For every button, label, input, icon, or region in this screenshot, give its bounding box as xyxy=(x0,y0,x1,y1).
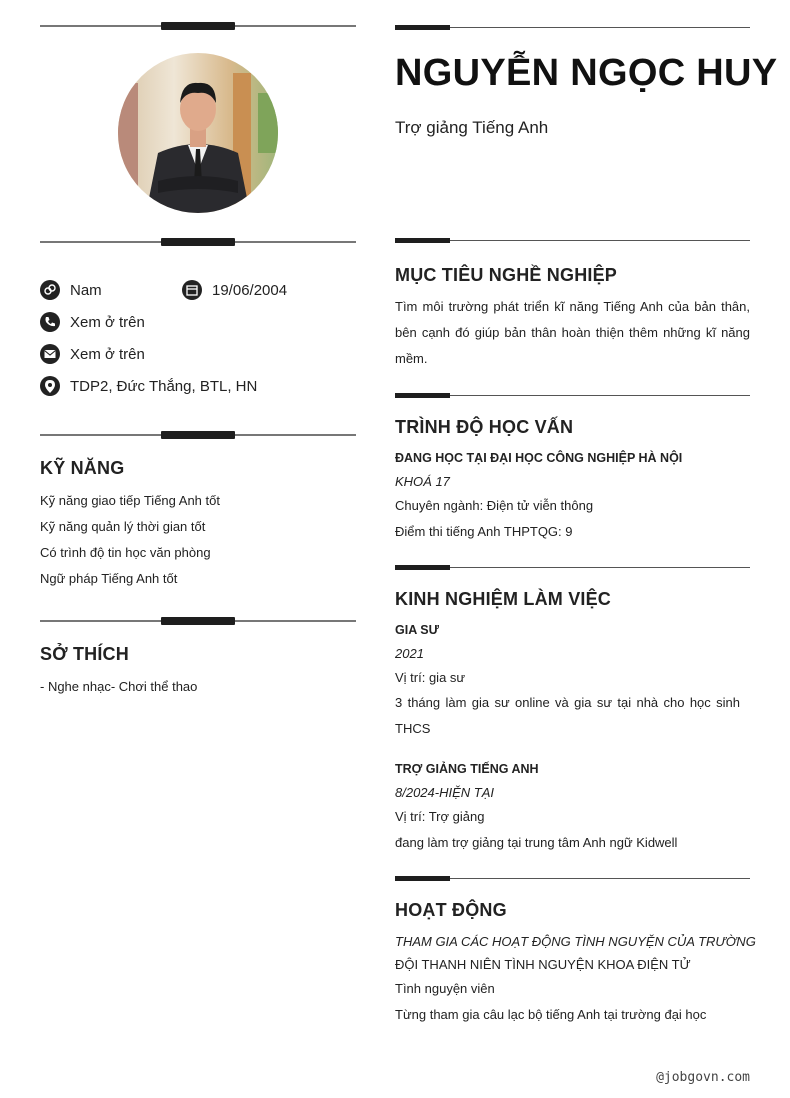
job-period: 8/2024-HIỆN TẠI xyxy=(395,785,494,800)
hobbies-title: SỞ THÍCH xyxy=(40,644,129,664)
birthday-row xyxy=(182,280,287,300)
address-row xyxy=(40,376,257,396)
birthday-text: 19/06/2004 xyxy=(212,281,288,299)
location-pin-icon xyxy=(40,376,60,396)
address-text: TDP2, Đức Thắng, BTL, HN xyxy=(70,377,258,395)
activities-org: ĐỘI THANH NIÊN TÌNH NGUYỆN KHOA ĐIỆN TỬ xyxy=(395,957,691,972)
left-divider-3 xyxy=(40,431,356,439)
job-description: 3 tháng làm gia sư online và gia sư tại nhà cho học sinh THCS xyxy=(395,695,740,736)
left-divider-2 xyxy=(40,238,356,246)
activities-heading: THAM GIA CÁC HOẠT ĐỘNG TÌNH NGUYỆN CỦA TRƯỜNG xyxy=(395,934,756,949)
objective-title: MỤC TIÊU NGHỀ NGHIỆP xyxy=(395,265,618,285)
job-company: GIA SƯ xyxy=(395,623,439,637)
job-description: đang làm trợ giảng tại trung tâm Anh ngữ Kidwell xyxy=(395,835,678,850)
education-period: KHOÁ 17 xyxy=(395,474,450,489)
right-divider-education xyxy=(395,393,750,398)
right-divider-activities xyxy=(395,876,750,881)
job-company: TRỢ GIẢNG TIẾNG ANH xyxy=(395,762,539,776)
gender-icon xyxy=(40,280,60,300)
avatar xyxy=(118,53,278,213)
footer-watermark: @jobgovn.com xyxy=(656,1070,750,1085)
activities-line: Từng tham gia câu lạc bộ tiếng Anh tại trường đại học xyxy=(395,1007,707,1022)
email-icon xyxy=(40,344,60,364)
experience-title: KINH NGHIỆM LÀM VIỆC xyxy=(395,589,612,609)
gender-row xyxy=(40,280,102,300)
education-line: Chuyên ngành: Điện tử viễn thông xyxy=(395,498,594,513)
candidate-name: NGUYỄN NGỌC HUY xyxy=(395,52,778,94)
job-period: 2021 xyxy=(395,646,424,661)
gender-text: Nam xyxy=(70,281,102,299)
phone-row xyxy=(40,312,145,332)
right-divider-objective xyxy=(395,238,750,243)
left-divider-top xyxy=(40,22,356,30)
skill-item: Kỹ năng quản lý thời gian tốt xyxy=(40,519,206,534)
email-text: Xem ở trên xyxy=(70,345,145,363)
left-divider-4 xyxy=(40,617,356,625)
activities-line: Tình nguyện viên xyxy=(395,981,495,996)
skills-title: KỸ NĂNG xyxy=(40,458,125,478)
education-school: ĐANG HỌC TẠI ĐẠI HỌC CÔNG NGHIỆP HÀ NỘI xyxy=(395,451,683,465)
skill-item: Có trình độ tin học văn phòng xyxy=(40,545,211,560)
right-divider-experience xyxy=(395,565,750,570)
profile-photo xyxy=(118,53,278,213)
activities-title: HOẠT ĐỘNG xyxy=(395,900,507,920)
phone-text: Xem ở trên xyxy=(70,313,145,331)
job-position: Vị trí: gia sư xyxy=(395,670,466,685)
skill-item: Ngữ pháp Tiếng Anh tốt xyxy=(40,571,178,586)
skill-item: Kỹ năng giao tiếp Tiếng Anh tốt xyxy=(40,493,220,508)
education-line: Điểm thi tiếng Anh THPTQG: 9 xyxy=(395,524,573,539)
job-position: Vị trí: Trợ giảng xyxy=(395,809,485,824)
calendar-icon xyxy=(182,280,202,300)
phone-icon xyxy=(40,312,60,332)
objective-text: Tìm môi trường phát triển kĩ năng Tiếng Anh của bản thân, bên cạnh đó giúp bản thân hoàn thiện thêm những kĩ năng mềm. xyxy=(395,299,750,366)
candidate-role: Trợ giảng Tiếng Anh xyxy=(395,118,549,137)
right-divider-top xyxy=(395,25,750,30)
email-row xyxy=(40,344,145,364)
education-title: TRÌNH ĐỘ HỌC VẤN xyxy=(395,417,574,437)
hobbies-text: - Nghe nhạc- Chơi thể thao xyxy=(40,679,198,694)
